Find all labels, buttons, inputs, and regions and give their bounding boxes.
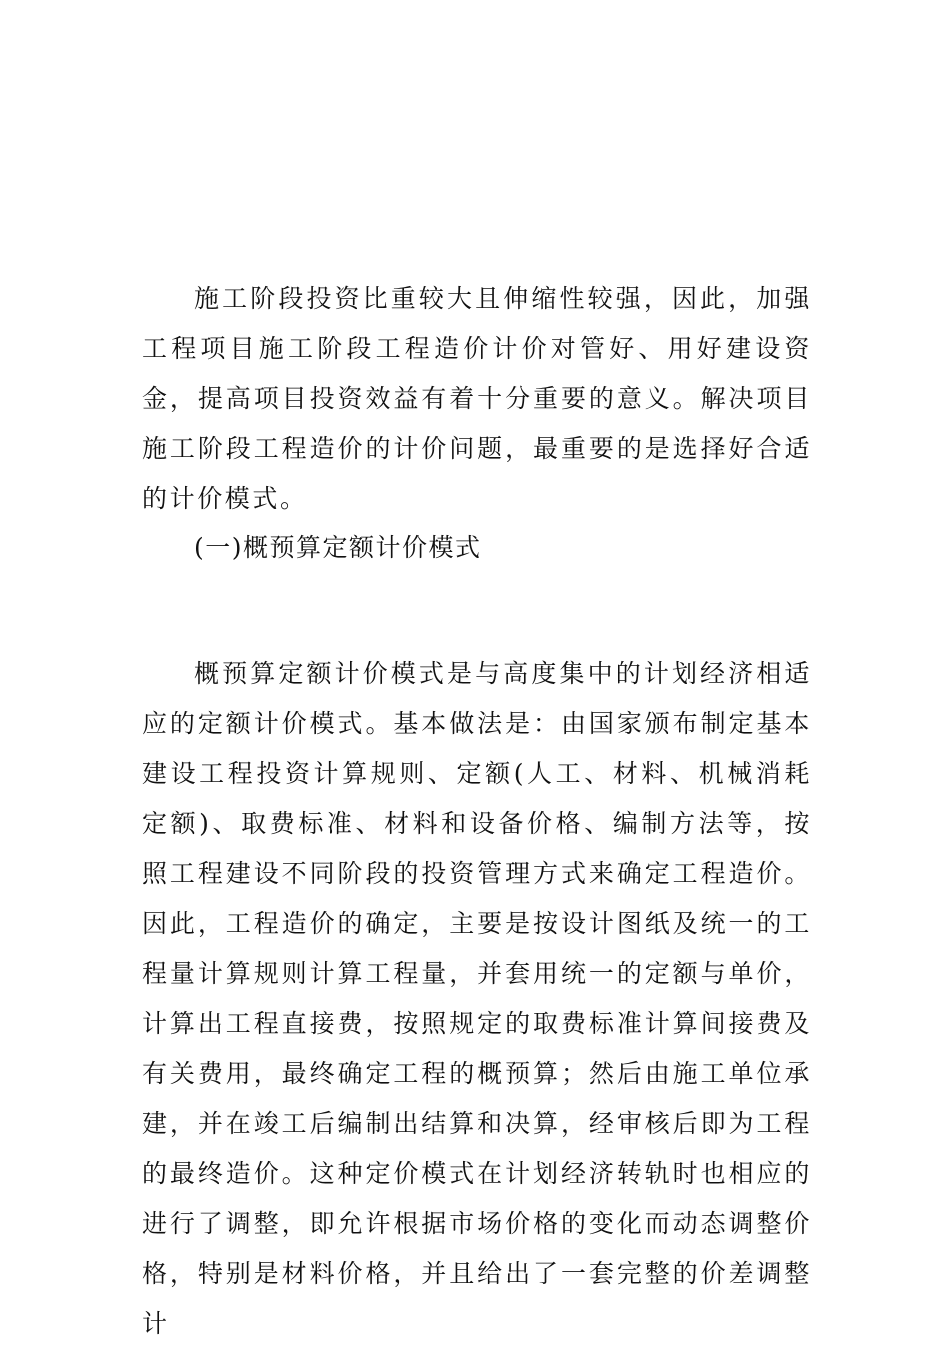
intro-paragraph: 施工阶段投资比重较大且伸缩性较强，因此，加强工程项目施工阶段工程造价计价对管好、用好建设资金，提高项目投资效益有着十分重要的意义。解决项目施工阶段工程造价的计价问题，最重要的是选择好合适的计价模式。	[142, 284, 812, 513]
section-heading: (一)概预算定额计价模式	[194, 533, 482, 562]
body-paragraph: 概预算定额计价模式是与高度集中的计划经济相适应的定额计价模式。基本做法是：由国家颁布制定基本建设工程投资计算规则、定额(人工、材料、机械消耗定额)、取费标准、材料和设备价格、编制方法等，按照工程建设不同阶段的投资管理方式来确定工程造价。因此，工程造价的确定，主要是按设计图纸及统一的工程量计算规则计算工程量，并套用统一的定额与单价，计算出工程直接费，按照规定的取费标准计算间接费及有关费用，最终确定工程的概预算；然后由施工单位承建，并在竣工后编制出结算和决算，经审核后即为工程的最终造价。这种定价模式在计划经济转轨时也相应的进行了调整，即允许根据市场价格的变化而动态调整价格，特别是材料价格，并且给出了一套完整的价差调整计	[142, 659, 812, 1338]
